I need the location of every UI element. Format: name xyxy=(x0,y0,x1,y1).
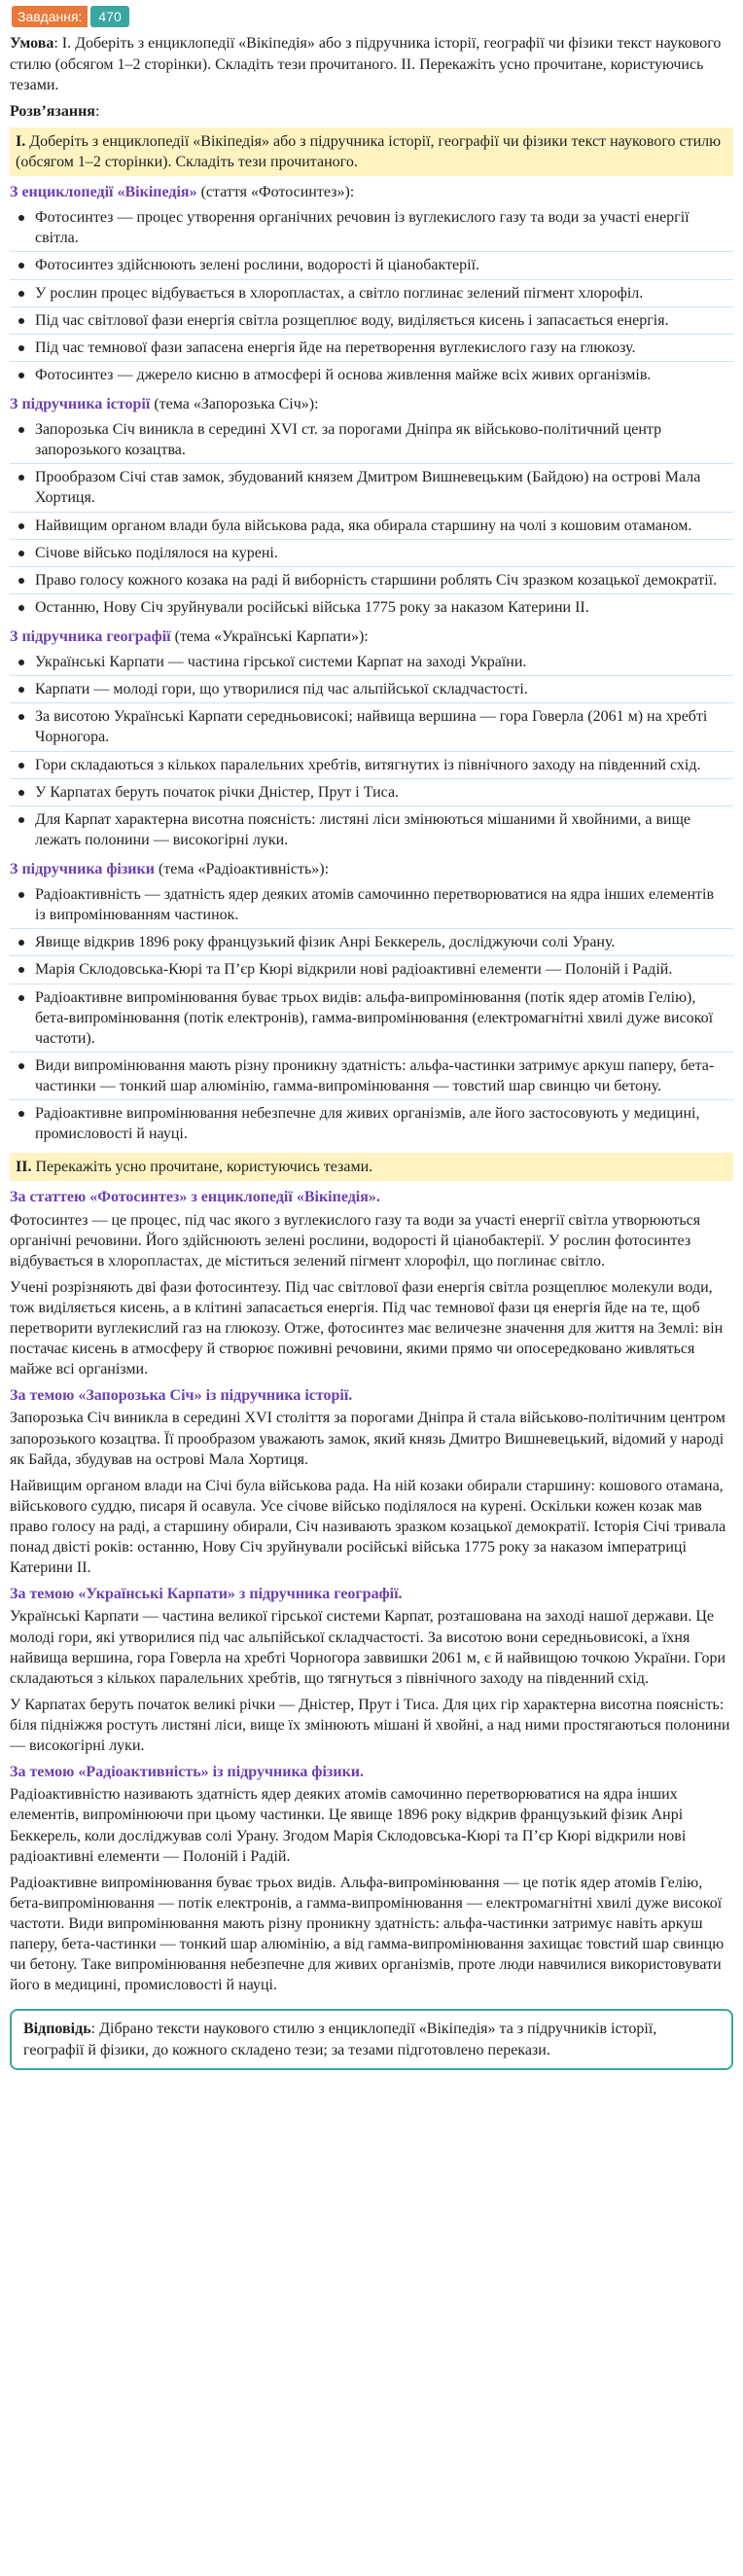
thesis-item: Види випромінювання мають різну проникну здатність: альфа-частинки затримує аркуш паперу, бета-частинки — тонкий шар алюмінію, гамма-випромінювання — товстий шар свинцю чи бетону. xyxy=(10,1053,733,1100)
answer-label: Відповідь xyxy=(23,2021,91,2038)
section-heading xyxy=(10,394,733,414)
condition-text: : І. Доберіть з енциклопедії «Вікіпедія» або з підручника історії, географії чи фізики текст наукового стилю (обсягом 1–2 сторінки). Складіть тези прочитаного. ІІ. Перекажіть усно прочитане, користуючись тезами. xyxy=(10,35,722,93)
condition-label: Умова xyxy=(10,35,54,53)
part2-text: Перекажіть усно прочитане, користуючись тезами. xyxy=(31,1159,373,1176)
thesis-item: Фотосинтез здійснюють зелені рослини, водорості й ціанобактерії. xyxy=(10,252,733,279)
retelling-paragraph: Радіоактивне випромінювання буває трьох видів. Альфа-випромінювання — це потік ядер атомів Гелію, бета-випромінювання — потік електронів, а гамма-випромінювання — електромагнітні хвилі дуже високої частоти. Види випромінювання мають різну проникну здатність: альфа-частинки затримує навіть аркуш паперу, бета-частинки — тонкий шар алюмінію, а від гамма-випромінювання захищає товстий шар свинцю чи бетону. Таке випромінювання небезпечне для живих організмів, проте люди навчилися використовувати його в медицині, промисловості й науці. xyxy=(10,1874,725,1994)
thesis-item: Радіоактивність — здатність ядер деяких атомів самочинно перетворюватися на ядра інших елементів із випромінюванням частинок. xyxy=(10,881,733,929)
section-note: (тема «Запорозька Січ»): xyxy=(150,396,319,412)
thesis-item: Радіоактивне випромінювання небезпечне для живих організмів, але його застосовують у медицині, промисловості й науці. xyxy=(10,1100,733,1147)
theses-list xyxy=(10,649,733,853)
retelling-heading: За темою «Українські Карпати» з підручника географії. xyxy=(10,1586,403,1603)
section-heading xyxy=(10,859,733,879)
thesis-item: Радіоактивне випромінювання буває трьох видів: альфа-випромінювання (потік ядер атомів Гелію), бета-випромінювання (потік електронів), гамма-випромінювання (електромагнітні хвилі дуже високої частоти). xyxy=(10,984,733,1053)
condition xyxy=(10,33,733,94)
section-title: З підручника історії xyxy=(10,396,151,412)
theses-list xyxy=(10,416,733,621)
task-label: Завдання: xyxy=(12,6,88,27)
answer-box xyxy=(10,2009,733,2069)
theses-list xyxy=(10,204,733,388)
part1-number: І. xyxy=(16,132,26,150)
thesis-item: Для Карпат характерна висотна поясність: листяні ліси змінюються мішаними й хвойними, а вище лежать полонини — високогірні луки. xyxy=(10,806,733,853)
thesis-item: Січове військо поділялося на курені. xyxy=(10,540,733,567)
section-note: (тема «Радіоактивність»): xyxy=(154,860,330,877)
thesis-item: Право голосу кожного козака на раді й виборність старшини роблять Січ зразком козацької демократії. xyxy=(10,567,733,594)
thesis-item: У рослин процес відбувається в хлоропластах, а світло поглинає зелений пігмент хлорофіл. xyxy=(10,280,733,307)
part1-task xyxy=(10,127,733,176)
thesis-item: Останню, Нову Січ зруйнували російські війська 1775 року за наказом Катерини ІІ. xyxy=(10,594,733,621)
thesis-item: Гори складаються з кількох паралельних хребтів, витягнутих із північного заходу на південний схід. xyxy=(10,752,733,779)
thesis-item: За висотою Українські Карпати середньовисокі; найвища вершина — гора Говерла (2061 м) на хребті Чорногора. xyxy=(10,703,733,751)
part2-task xyxy=(10,1153,733,1181)
thesis-item: Найвищим органом влади була військова рада, яка обирала старшину на чолі з кошовим отаманом. xyxy=(10,513,733,540)
retelling-paragraph: Фотосинтез — це процес, під час якого з вуглекислого газу та води за участі енергії світла утворюються органічні речовини. Його здійснюють зелені рослини, водорості й ціанобактерії. У рослин фотосинтез відбувається в хлоропластах, де міститься зелений пігмент хлорофіл, що поглинає світло. xyxy=(10,1211,701,1270)
section-note: (тема «Українські Карпати»): xyxy=(170,627,369,645)
retelling-paragraph: Українські Карпати — частина великої гірської системи Карпат, розташована на заході нашої держави. Це молоді гори, які утворилися під час альпійської складчастості. За висотою вони середньовисокі, а їхня найвища вершина, гора Говерла на хребті Чорногора заввишки 2061 м, є й найвищою точкою України. Гори складаються з кількох паралельних хребтів, що тягнуться з північного заходу на південний схід. xyxy=(10,1608,726,1687)
thesis-item: У Карпатах беруть початок річки Дністер, Прут і Тиса. xyxy=(10,779,733,806)
thesis-item: Фотосинтез — джерело кисню в атмосфері й основа живлення майже всіх живих організмів. xyxy=(10,362,733,388)
thesis-item: Прообразом Січі став замок, збудований князем Дмитром Вишневецьким (Байдою) на острові Мала Хортиця. xyxy=(10,464,733,512)
answer-text: : Дібрано тексти наукового стилю з енциклопедії «Вікіпедія» та з підручників історії, географії й фізики, до кожного складено тези; за тезами підготовлено перекази. xyxy=(23,2021,657,2058)
theses-list xyxy=(10,881,733,1147)
thesis-item: Явище відкрив 1896 року французький фізик Анрі Беккерель, досліджуючи солі Урану. xyxy=(10,929,733,956)
retellings-block xyxy=(10,1187,733,1995)
thesis-item: Українські Карпати — частина гірської системи Карпат на заході України. xyxy=(10,649,733,676)
thesis-item: Марія Склодовська-Кюрі та П’єр Кюрі відкрили нові радіоактивні елементи — Полоній і Радій. xyxy=(10,956,733,984)
retelling-paragraph: У Карпатах беруть початок великі річки — Дністер, Прут і Тиса. Для цих гір характерна висотна поясність: біля підніжжя ростуть листяні ліси, вище їх змінюють мішані й хвойні, а над ними простягаються полонини — високогірні луки. xyxy=(10,1696,730,1755)
section-title: З енциклопедії «Вікіпедія» xyxy=(10,184,197,201)
retelling-paragraph: Учені розрізняють дві фази фотосинтезу. Під час світлової фази енергія світла розщеплює молекули води, тож виділяється кисень, а в клітині запасається енергія. Під час темнової фази ця енергія йде на те, щоб перетворити вуглекислий газ на глюкозу. Отже, фотосинтез має величезне значення для життя на Землі: він постачає кисень в атмосферу й створює поживні речовини, якими прямо чи опосередковано живляться майже всі організми. xyxy=(10,1278,724,1378)
retelling-heading: За статтею «Фотосинтез» з енциклопедії «Вікіпедія». xyxy=(10,1189,380,1206)
retelling-paragraph: Радіоактивністю називають здатність ядер деяких атомів самочинно перетворюватися на ядра інших елементів, випромінюючи при цьому частинки. Це явище 1896 року відкрив французький фізик Анрі Беккерель, коли досліджував солі Урану. Згодом Марія Склодовська-Кюрі та П’єр Кюрі відкрили нові радіоактивні елементи — Полоній і Радій. xyxy=(10,1786,687,1865)
thesis-item: Фотосинтез — процес утворення органічних речовин із вуглекислого газу та води за участі енергії світла. xyxy=(10,204,733,252)
solution-heading: Розв’язання: xyxy=(10,102,100,120)
task-badge xyxy=(12,6,129,27)
theses-block xyxy=(10,182,733,1147)
solution-label: Розв’язання xyxy=(10,102,95,120)
section-note: (стаття «Фотосинтез»): xyxy=(196,184,355,201)
retelling-heading: За темою «Радіоактивність» із підручника фізики. xyxy=(10,1764,365,1781)
retelling-heading: За темою «Запорозька Січ» із підручника історії. xyxy=(10,1387,353,1405)
section-title: З підручника фізики xyxy=(10,860,155,877)
retelling-paragraph: Запорозька Січ виникла в середині XVI століття за порогами Дніпра й стала військово-політичним центром запорозького козацтва. Її прообразом уважають замок, який князь Дмитро Вишневецький, відомий у народі як Байда, збудував на острові Мала Хортиця. xyxy=(10,1410,725,1468)
thesis-item: Запорозька Січ виникла в середині XVI ст. за порогами Дніпра як військово-політичний центр запорозького козацтва. xyxy=(10,416,733,464)
thesis-item: Під час темнової фази запасена енергія йде на перетворення вуглекислого газу на глюкозу. xyxy=(10,335,733,362)
thesis-item: Карпати — молоді гори, що утворилися під час альпійської складчастості. xyxy=(10,676,733,703)
thesis-item: Під час світлової фази енергія світла розщеплює воду, виділяється кисень і запасається енергія. xyxy=(10,307,733,335)
section-title: З підручника географії xyxy=(10,627,171,645)
section-heading xyxy=(10,182,733,202)
retelling-paragraph: Найвищим органом влади на Січі була військова рада. На ній козаки обирали старшину: кошового отамана, військового суддю, писаря й осавула. Усе січове військо поділялося на курені. Оскільки кожен козак мав право голосу на раді, а старшину обирали, Січ називають зразком козацької демократії. Історія Січі тривала понад двісті років: останню, Нову Січ зруйнували російські війська 1775 року за наказом імператриці Катерини ІІ. xyxy=(10,1477,726,1577)
section-heading xyxy=(10,626,733,647)
part1-text: Доберіть з енциклопедії «Вікіпедія» або з підручника історії, географії чи фізики текст наукового стилю (обсягом 1–2 сторінки). Складіть тези прочитаного. xyxy=(16,132,722,171)
part2-number: ІІ. xyxy=(16,1159,32,1176)
task-number: 470 xyxy=(90,6,128,27)
